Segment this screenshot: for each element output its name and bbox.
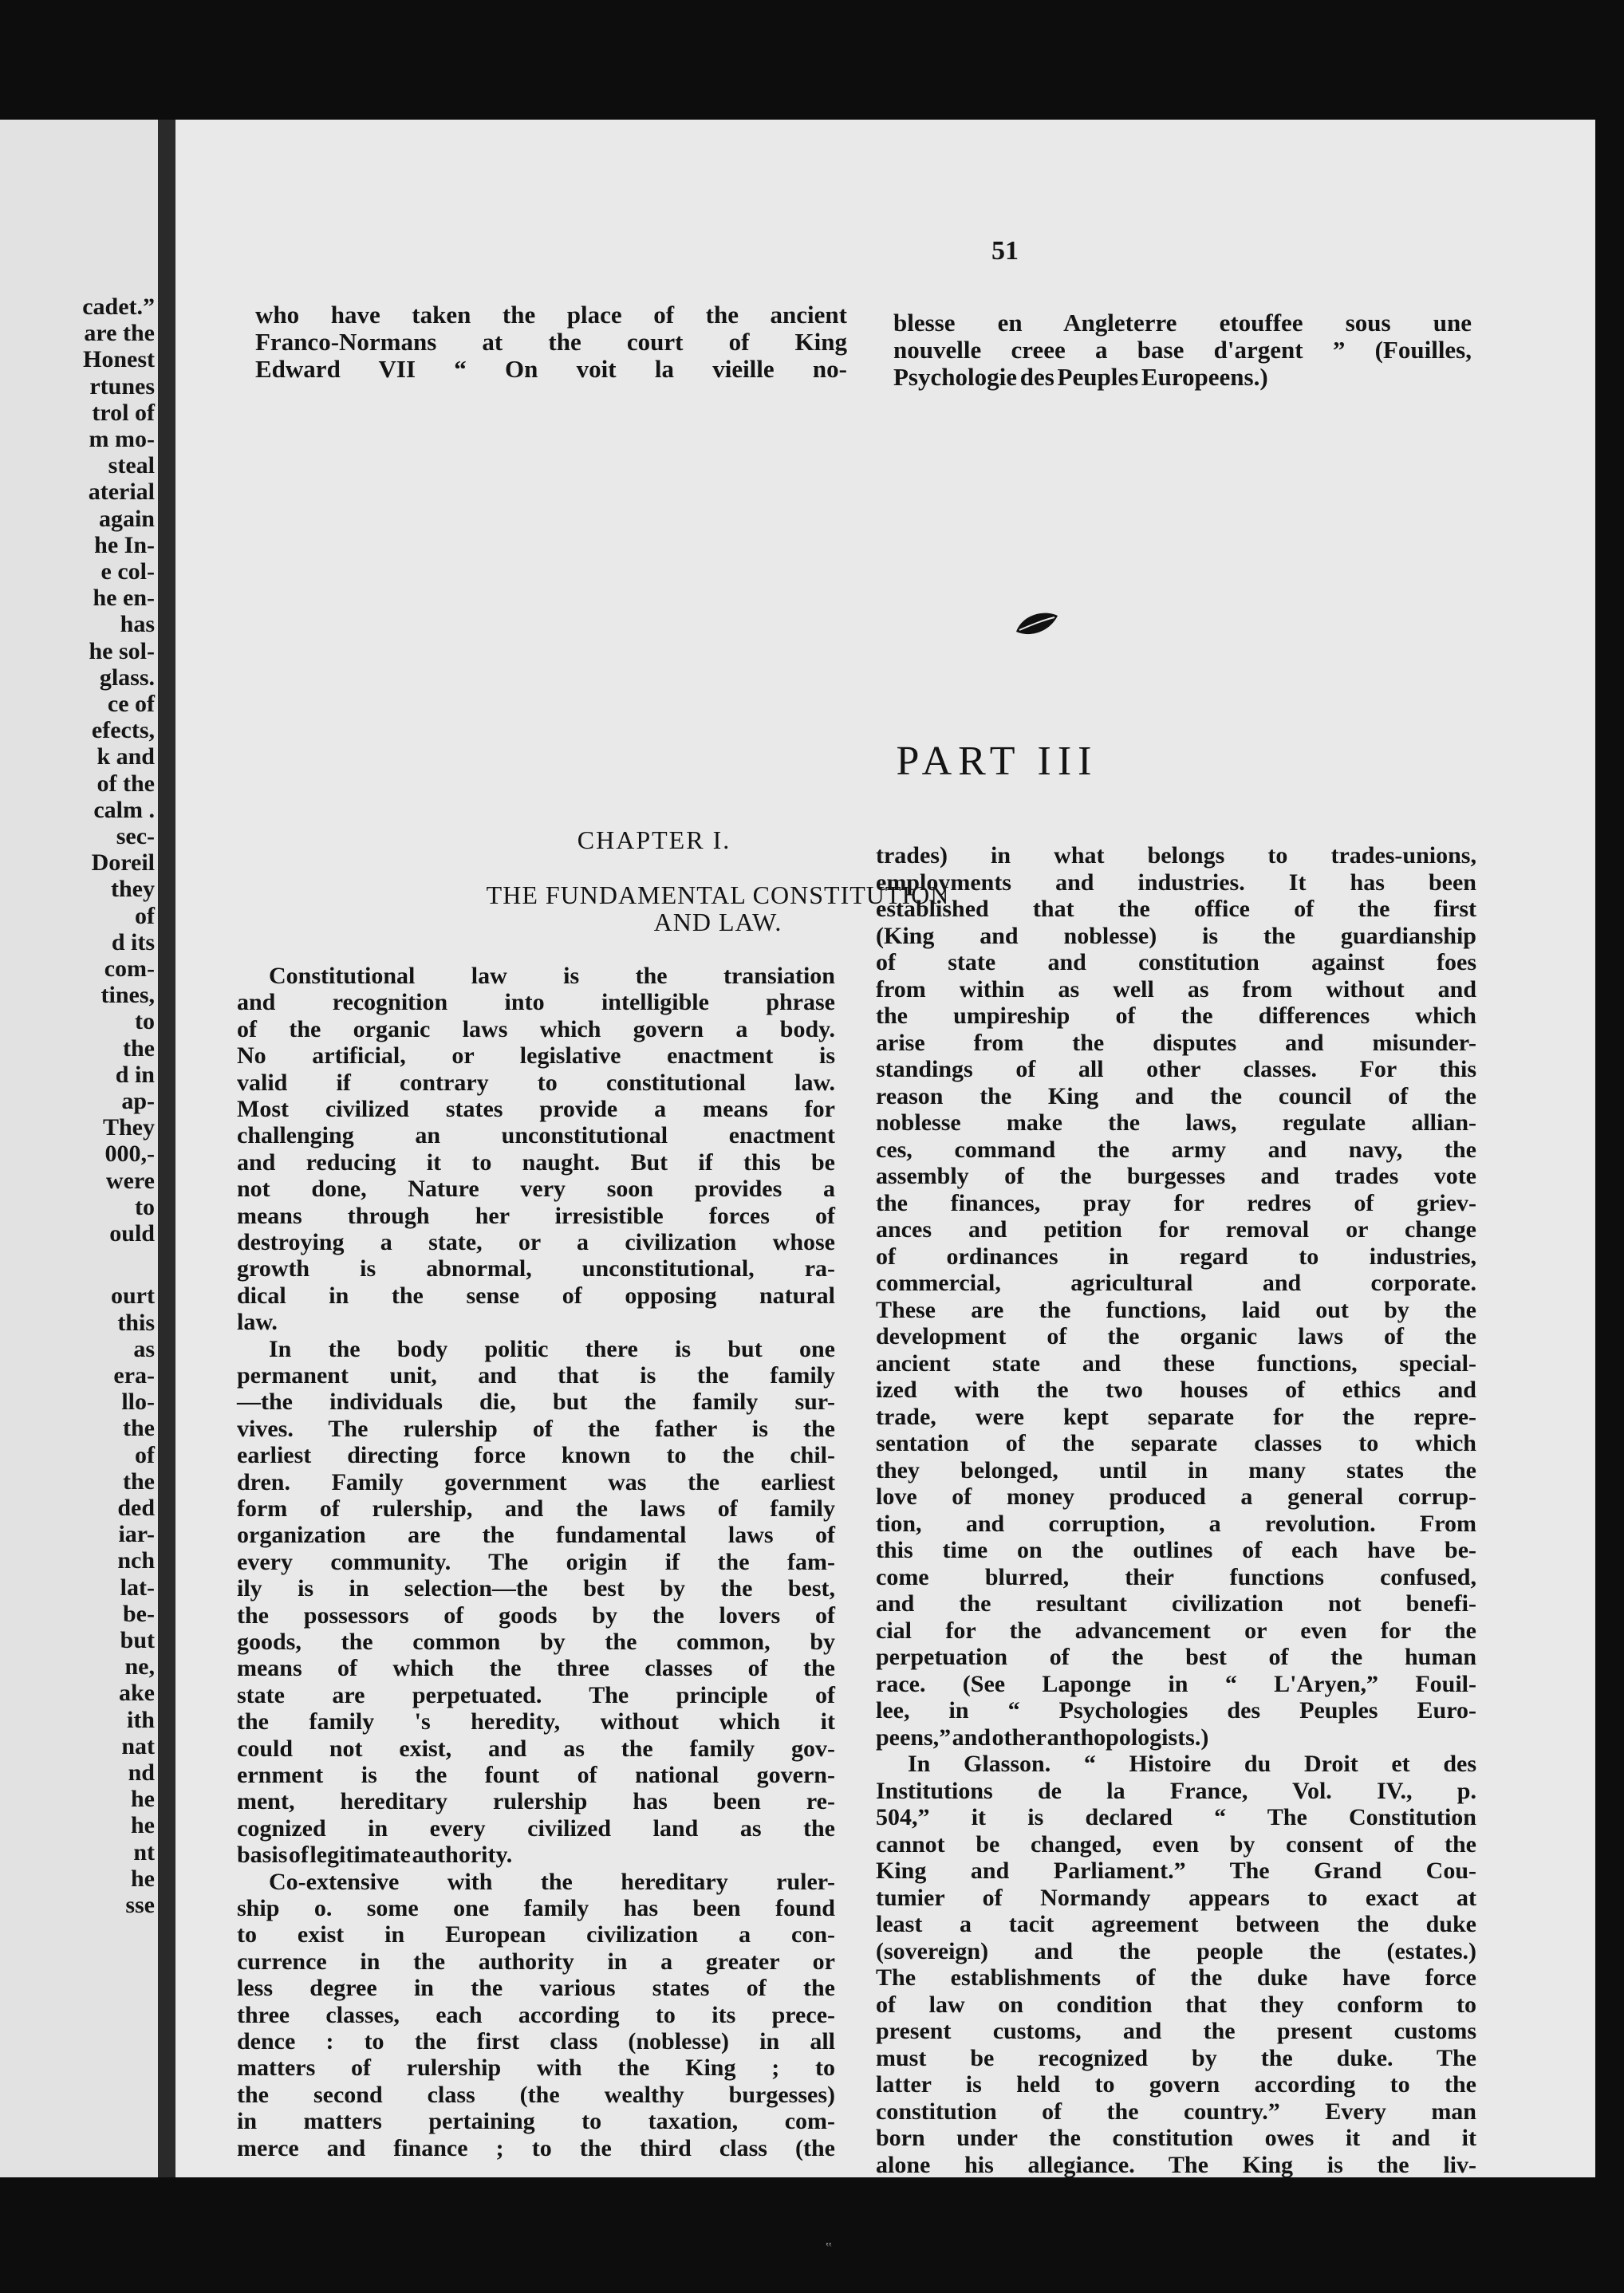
fragment-line: sse xyxy=(125,1892,155,1918)
fragment-line: again xyxy=(98,505,155,532)
text-line: development of the organic laws of the xyxy=(876,1323,1476,1349)
text-line: the second class (the wealthy burgesses) xyxy=(237,2081,835,2108)
fragment-line: this xyxy=(117,1309,155,1336)
text-line: trade, were kept separate for the repre- xyxy=(876,1403,1476,1430)
text-line: love of money produced a general corrup- xyxy=(876,1483,1476,1510)
text-line: vives. The rulership of the father is the xyxy=(237,1415,835,1442)
text-line: of law on condition that they conform to xyxy=(876,1991,1476,2018)
text-line: every community. The origin if the fam- xyxy=(237,1548,835,1575)
text-line: perpetuation of the best of the human xyxy=(876,1644,1476,1670)
text-line: tumier of Normandy appears to exact at xyxy=(876,1884,1476,1911)
text-line: least a tacit agreement between the duke xyxy=(876,1911,1476,1937)
chapter-title-line: THE FUNDAMENTAL CONSTITUTION xyxy=(486,881,950,909)
text-line: valid if contrary to constitutional law. xyxy=(237,1069,835,1096)
text-line: nouvelle creee a base d'argent ” (Fouilles, xyxy=(893,336,1472,364)
fragment-line: of xyxy=(135,902,155,929)
fragment-line: he In- xyxy=(94,531,155,558)
text-line: born under the constitution owes it and it xyxy=(876,2125,1476,2151)
text-line: established that the office of the first xyxy=(876,896,1476,922)
text-line: ized with the two houses of ethics and xyxy=(876,1377,1476,1403)
text-line: the family 's heredity, without which it xyxy=(237,1708,835,1736)
fragment-line: were xyxy=(105,1167,155,1194)
fragment-line: cadet.” xyxy=(82,294,155,320)
fragment-line: ourt xyxy=(111,1282,155,1310)
fragment-line: be- xyxy=(123,1600,155,1627)
text-line: the possessors of goods by the lovers of xyxy=(237,1602,835,1629)
fragment-line: has xyxy=(120,611,155,638)
text-line: ment, hereditary rulership has been re- xyxy=(237,1788,835,1815)
text-line: organization are the fundamental laws of xyxy=(237,1522,835,1549)
text-line: of ordinances in regard to industries, xyxy=(876,1243,1476,1270)
text-line: (sovereign) and the people the (estates.) xyxy=(876,1937,1476,1964)
text-line: ship o. some one family has been found xyxy=(237,1895,835,1921)
text-line: growth is abnormal, unconstitutional, ra- xyxy=(237,1255,835,1282)
text-line: ily is in selection—the best by the best, xyxy=(237,1575,835,1602)
fragment-line: m mo- xyxy=(89,426,155,452)
fragment-line: of the xyxy=(97,770,155,797)
text-line: means of which the three classes of the xyxy=(237,1655,835,1682)
text-line: lee, in “ Psychologies des Peuples Euro- xyxy=(876,1697,1476,1724)
fragment-line: to xyxy=(135,1193,155,1220)
fragment-line: tines, xyxy=(101,982,155,1009)
text-line: Institutions de la France, Vol. IV., p. xyxy=(876,1777,1476,1804)
text-line: tion, and corruption, a revolution. From xyxy=(876,1510,1476,1537)
fragment-line: of xyxy=(135,1441,155,1468)
text-line: assembly of the burgesses and trades vote xyxy=(876,1163,1476,1189)
continued-text-left xyxy=(255,301,847,383)
text-line: of the organic laws which govern a body. xyxy=(237,1015,835,1042)
text-line: goods, the common by the common, by xyxy=(237,1629,835,1655)
text-line: state are perpetuated. The principle of xyxy=(237,1681,835,1708)
text-line: Franco-Normans at the court of King xyxy=(255,328,847,356)
fragment-line: Honest xyxy=(83,346,155,373)
text-line: they belonged, until in many states the xyxy=(876,1456,1476,1483)
text-line: who have taken the place of the ancient xyxy=(255,301,847,329)
fragment-line: nt xyxy=(133,1838,155,1866)
text-line: ernment is the fount of national govern- xyxy=(237,1762,835,1788)
fragment-line: k and xyxy=(97,743,155,770)
fragment-line: e col- xyxy=(101,558,155,585)
continued-text-right xyxy=(893,309,1472,391)
fragment-line: d in xyxy=(115,1061,155,1088)
text-line: (King and noblesse) is the guardianship xyxy=(876,922,1476,949)
text-line: blesse en Angleterre etouffee sous une xyxy=(893,309,1472,337)
fragment-line: They xyxy=(102,1114,155,1141)
fragment-line: iar- xyxy=(118,1521,155,1548)
fragment-line: ake xyxy=(119,1680,155,1707)
fragment-line: trol of xyxy=(92,399,155,426)
fragment-line: ap- xyxy=(121,1088,155,1114)
fragment-line: Doreil xyxy=(91,849,155,877)
text-line: ancient state and these functions, special- xyxy=(876,1349,1476,1377)
text-line: present customs, and the present customs xyxy=(876,2018,1476,2044)
text-line: employments and industries. It has been xyxy=(876,869,1476,896)
text-line: could not exist, and as the family gov- xyxy=(237,1735,835,1762)
text-line: sentation of the separate classes to which xyxy=(876,1430,1476,1456)
fragment-line: he xyxy=(131,1786,155,1813)
text-line: must be recognized by the duke. The xyxy=(876,2044,1476,2071)
fragment-line: aterial xyxy=(88,479,155,506)
text-line: the finances, pray for redres of griev- xyxy=(876,1189,1476,1216)
fragment-line: era- xyxy=(113,1362,155,1389)
fragment-line: nch xyxy=(117,1547,155,1574)
text-line: dren. Family government was the earliest xyxy=(237,1468,835,1495)
text-line: cannot be changed, even by consent of the xyxy=(876,1830,1476,1858)
text-line: ances and petition for removal or change xyxy=(876,1216,1476,1243)
text-line: the umpireship of the differences which xyxy=(876,1003,1476,1029)
leaf-ornament-icon xyxy=(1013,608,1061,640)
fragment-line: the xyxy=(123,1034,155,1062)
fragment-line: ne, xyxy=(124,1653,155,1680)
text-line: Most civilized states provide a means for xyxy=(237,1096,835,1122)
text-line: come blurred, their functions confused, xyxy=(876,1563,1476,1590)
text-line: three classes, each according to its prece- xyxy=(237,2001,835,2028)
fragment-line: are the xyxy=(84,320,155,347)
fragment-line: 000,- xyxy=(104,1141,155,1168)
fragment-line: ould xyxy=(109,1220,155,1247)
text-line: earliest directing force known to the chil- xyxy=(237,1442,835,1469)
text-line: law. xyxy=(237,1309,278,1336)
text-line: standings of all other classes. For this xyxy=(876,1056,1476,1082)
fragment-line: rtunes xyxy=(89,372,155,400)
fragment-line: calm . xyxy=(93,796,155,823)
book-page xyxy=(175,120,1595,2177)
fragment-line: steal xyxy=(108,452,155,479)
fragment-line: glass. xyxy=(99,664,155,691)
chapter-label: CHAPTER I. xyxy=(577,825,731,854)
text-line: means through her irresistible forces of xyxy=(237,1202,835,1229)
text-line: in matters pertaining to taxation, com- xyxy=(237,2108,835,2135)
text-line: —the individuals die, but the family sur- xyxy=(237,1389,835,1416)
text-line: 504,” it is declared “ The Constitution xyxy=(876,1804,1476,1830)
text-line: dical in the sense of opposing natural xyxy=(237,1282,835,1309)
text-line: alone his allegiance. The King is the liv- xyxy=(876,2151,1476,2178)
text-line: and the resultant civilization not benefi- xyxy=(876,1590,1476,1617)
text-line: noblesse make the laws, regulate allian- xyxy=(876,1109,1476,1136)
text-line: less degree in the various states of the xyxy=(237,1975,835,2002)
text-line: this time on the outlines of each have be- xyxy=(876,1537,1476,1563)
text-line: commercial, agricultural and corporate. xyxy=(876,1270,1476,1296)
fragment-line: as xyxy=(133,1335,155,1362)
fragment-line: llo- xyxy=(121,1389,155,1416)
text-line: arise from the disputes and misunder- xyxy=(876,1029,1476,1056)
text-line: basis of legitimate authority. xyxy=(237,1842,513,1869)
text-line: cial for the advancement or even for the xyxy=(876,1617,1476,1644)
text-line: race. (See Laponge in “ L'Aryen,” Fouil- xyxy=(876,1670,1476,1697)
text-line: latter is held to govern according to the xyxy=(876,2071,1476,2098)
text-line: currence in the authority in a greater or xyxy=(237,1948,835,1975)
left-page-fragment xyxy=(0,120,158,2177)
text-line: to exist in European civilization a con- xyxy=(237,1921,835,1948)
fragment-line: the xyxy=(123,1468,155,1495)
fragment-line: efects, xyxy=(91,717,155,744)
fragment-line: ith xyxy=(126,1706,155,1733)
text-line: form of rulership, and the laws of family xyxy=(237,1495,835,1522)
text-line: destroying a state, or a civilization whose xyxy=(237,1229,835,1255)
text-line: Constitutional law is the transiation xyxy=(269,963,835,989)
text-line: These are the functions, laid out by the xyxy=(876,1296,1476,1323)
text-line: In the body politic there is but one xyxy=(269,1335,835,1362)
fragment-line: he sol- xyxy=(89,637,155,664)
text-line: of state and constitution against foes xyxy=(876,949,1476,975)
fragment-line: nat xyxy=(121,1732,155,1759)
text-line: not done, Nature very soon provides a xyxy=(237,1176,835,1203)
fragment-line: d its xyxy=(111,928,155,955)
text-line: trades) in what belongs to trades-unions, xyxy=(876,842,1476,869)
text-line: from within as well as from without and xyxy=(876,975,1476,1003)
fragment-line: the xyxy=(123,1415,155,1442)
text-line: peens,” and other anthopologists.) xyxy=(876,1724,1209,1751)
fragment-line: ce of xyxy=(107,691,155,717)
page-number: 51 xyxy=(991,236,1019,266)
text-line: constitution of the country.” Every man xyxy=(876,2098,1476,2125)
part-title: PART III xyxy=(896,739,1098,784)
text-line: Edward VII “ On voit la vieille no- xyxy=(255,355,847,383)
text-line: Psychologie des Peuples Europeens.) xyxy=(893,363,1268,391)
text-line: cognized in every civilized land as the xyxy=(237,1814,835,1842)
fragment-line: to xyxy=(135,1008,155,1035)
fragment-line: lat- xyxy=(120,1574,155,1601)
text-line: matters of rulership with the King ; to xyxy=(237,2055,835,2082)
text-line: King and Parliament.” The Grand Cou- xyxy=(876,1858,1476,1884)
scan-mark: ‟ xyxy=(826,2240,832,2256)
text-line: No artificial, or legislative enactment is xyxy=(237,1042,835,1070)
text-line: and recognition into intelligible phrase xyxy=(237,989,835,1016)
fragment-line: but xyxy=(120,1627,155,1653)
text-line: Co-extensive with the hereditary ruler- xyxy=(269,1868,835,1895)
fragment-line: he xyxy=(131,1865,155,1892)
fragment-line: he xyxy=(131,1812,155,1839)
text-line: In Glasson. “ Histoire du Droit et des xyxy=(908,1751,1476,1777)
fragment-line: they xyxy=(111,876,155,903)
text-line: and reducing it to naught. But if this be xyxy=(237,1148,835,1176)
text-line: permanent unit, and that is the family xyxy=(237,1362,835,1389)
chapter-title-line: AND LAW. xyxy=(653,908,782,936)
text-line: ces, command the army and navy, the xyxy=(876,1136,1476,1163)
text-line: challenging an unconstitutional enactment xyxy=(237,1122,835,1149)
text-line: merce and finance ; to the third class (the xyxy=(237,2134,835,2161)
book-gutter xyxy=(158,120,175,2177)
fragment-line: he en- xyxy=(93,585,155,612)
text-line: reason the King and the council of the xyxy=(876,1082,1476,1109)
fragment-line: sec- xyxy=(116,823,155,849)
text-line: The establishments of the duke have force xyxy=(876,1964,1476,1991)
text-line: dence : to the first class (noblesse) in all xyxy=(237,2028,835,2055)
fragment-line: nd xyxy=(128,1759,155,1786)
fragment-line: com- xyxy=(104,955,155,982)
fragment-line: ded xyxy=(117,1495,155,1521)
